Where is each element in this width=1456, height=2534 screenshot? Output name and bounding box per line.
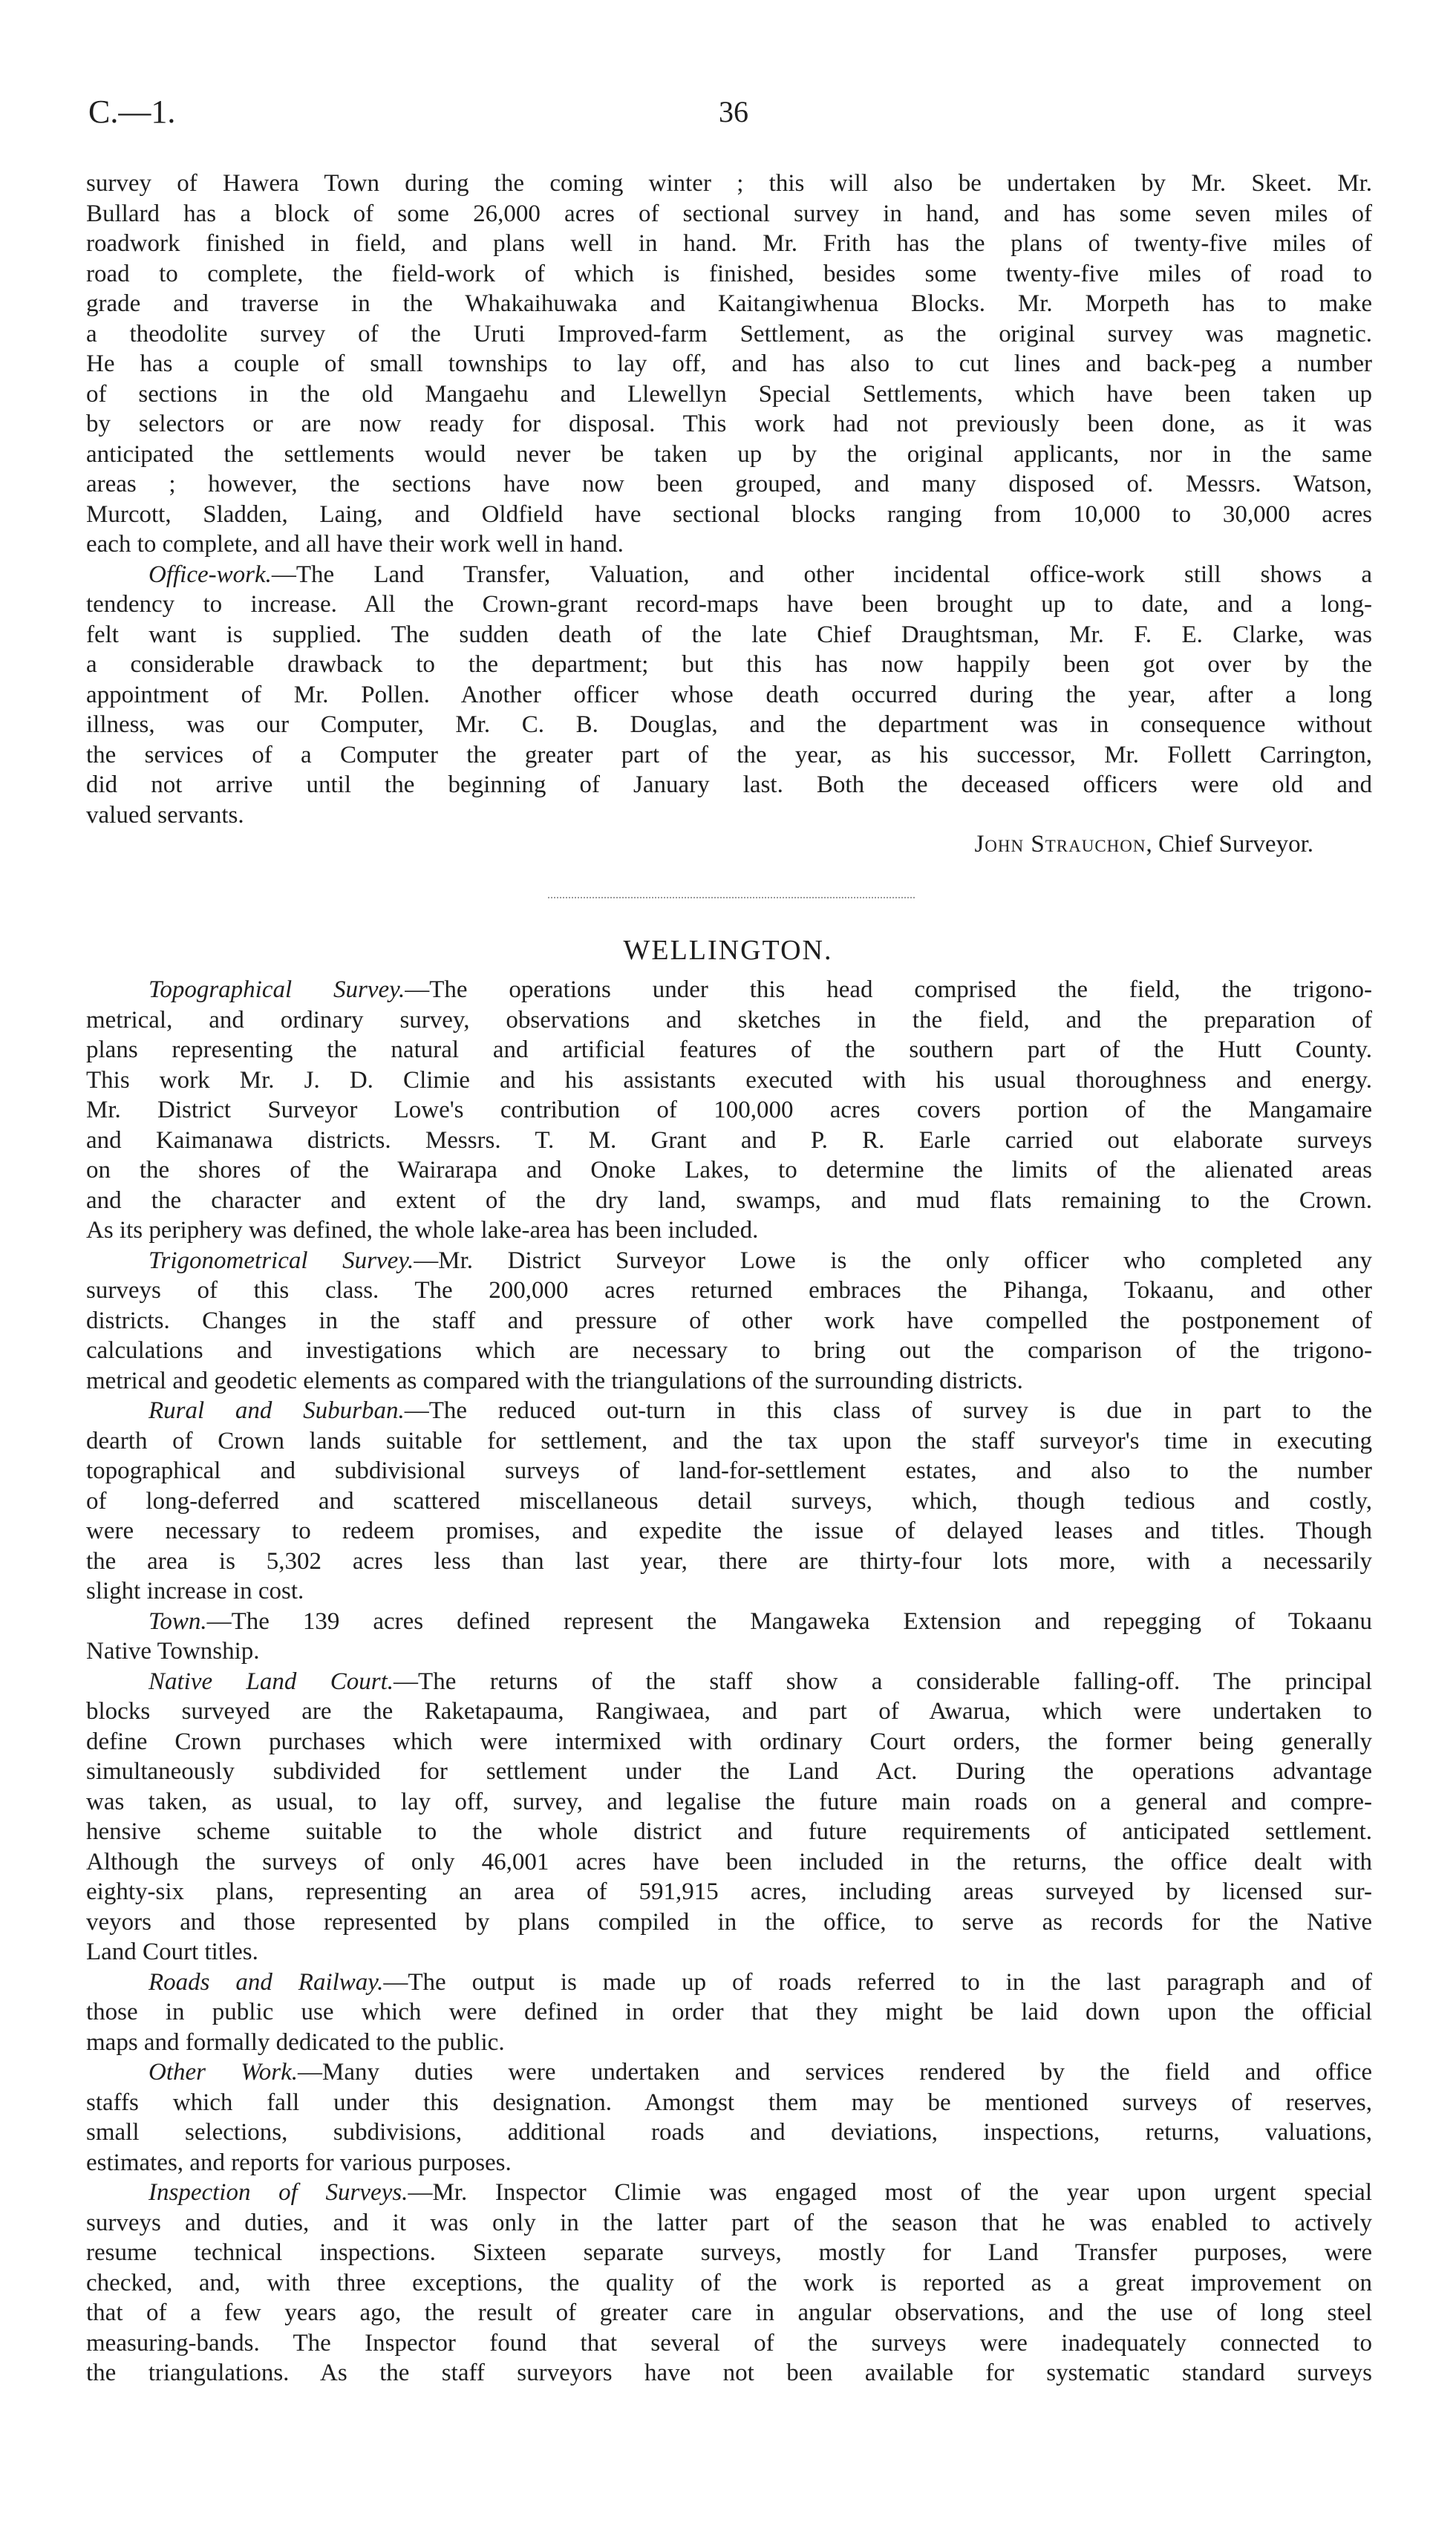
line-text: areas ; however, the sections have now been grouped, and many disposed of. Messrs. Watson, bbox=[86, 471, 1372, 497]
text-line bbox=[86, 1667, 1372, 1697]
line-text: —The returns of the staff show a considerable falling-off. The principal bbox=[394, 1668, 1372, 1695]
line-text: metrical and geodetic elements as compared with the triangulations of the surrounding districts. bbox=[86, 1367, 1023, 1394]
line-text: Mr. District Surveyor Lowe's contribution of 100,000 acres covers portion of the Mangamaire bbox=[86, 1097, 1372, 1123]
paragraph-lead-heading: Trigonometrical Survey. bbox=[148, 1247, 414, 1274]
line-text: measuring-bands. The Inspector found that several of the surveys were inadequately connected to bbox=[86, 2329, 1372, 2357]
text-line bbox=[86, 1095, 1372, 1126]
line-text: grade and traverse in the Whakaihuwaka and Kaitangiwhenua Blocks. Mr. Morpeth has to make bbox=[86, 290, 1372, 317]
paragraph-lead-heading: Native Land Court. bbox=[148, 1668, 394, 1695]
line-text: calculations and investigations which are necessary to bring out the comparison of the trigono- bbox=[86, 1337, 1372, 1364]
line-text: Although the surveys of only 46,001 acres have been included in the returns, the office dealt with bbox=[86, 1848, 1372, 1875]
text-line bbox=[86, 1276, 1372, 1306]
line-text: a theodolite survey of the Uruti Improved-farm Settlement, as the original survey was magnetic. bbox=[86, 320, 1372, 347]
line-text: —The Land Transfer, Valuation, and other incidental office-work still shows a bbox=[271, 561, 1372, 588]
text-line bbox=[86, 500, 1372, 530]
text-line bbox=[86, 650, 1372, 680]
line-text: that of a few years ago, the result of greater care in angular observations, and the use of long steel bbox=[86, 2299, 1372, 2326]
text-line bbox=[86, 440, 1372, 470]
text-line bbox=[86, 590, 1372, 620]
line-text: staffs which fall under this designation. Amongst them may be mentioned surveys of reserves, bbox=[86, 2089, 1372, 2116]
line-text: define Crown purchases which were intermixed with ordinary Court orders, the former being generally bbox=[86, 1728, 1372, 1755]
text-line bbox=[86, 1126, 1372, 1156]
paragraph bbox=[86, 169, 1372, 560]
paragraph bbox=[86, 1396, 1372, 1607]
text-line bbox=[86, 1607, 1372, 1637]
line-text: surveys and duties, and it was only in the latter part of the season that he was enabled to actively bbox=[86, 2209, 1372, 2236]
text-line bbox=[86, 1847, 1372, 1878]
text-line bbox=[86, 469, 1372, 500]
line-text: of long-deferred and scattered miscellaneous detail surveys, which, though tedious and costly, bbox=[86, 1487, 1372, 1515]
line-text: the services of a Computer the greater part of the year, as his successor, Mr. Follett Carrington, bbox=[86, 741, 1372, 768]
text-line bbox=[86, 1486, 1372, 1517]
paragraph bbox=[86, 1667, 1372, 1968]
text-line bbox=[86, 529, 1372, 560]
text-line bbox=[86, 1997, 1372, 2028]
section-divider bbox=[548, 897, 915, 898]
line-text: estimates, and reports for various purposes. bbox=[86, 2149, 512, 2176]
line-text: survey of Hawera Town during the coming winter ; this will also be undertaken by Mr. Skeet. Mr. bbox=[86, 170, 1372, 197]
text-line bbox=[86, 1757, 1372, 1787]
text-line bbox=[86, 2208, 1372, 2239]
line-text: by selectors or are now ready for disposal. This work had not previously been done, as it was bbox=[86, 411, 1372, 437]
line-text: roadwork finished in field, and plans well in hand. Mr. Frith has the plans of twenty-five miles of bbox=[86, 230, 1372, 257]
text-line bbox=[86, 2358, 1372, 2388]
line-text: was taken, as usual, to lay off, survey, and legalise the future main roads on a general and compre- bbox=[86, 1788, 1372, 1815]
line-text: Bullard has a block of some 26,000 acres of sectional survey in hand, and has some seven miles of bbox=[86, 200, 1372, 227]
text-line bbox=[86, 2117, 1372, 2148]
text-line bbox=[86, 1246, 1372, 1276]
text-line bbox=[86, 2328, 1372, 2359]
line-text: those in public use which were defined in order that they might be laid down upon the official bbox=[86, 1999, 1372, 2025]
text-line bbox=[86, 1366, 1372, 1397]
line-text: appointment of Mr. Pollen. Another officer whose death occurred during the year, after a long bbox=[86, 681, 1372, 708]
line-text: road to complete, the field-work of which is finished, besides some twenty-five miles of road to bbox=[86, 260, 1372, 287]
line-text: and Kaimanawa districts. Messrs. T. M. Grant and P. R. Earle carried out elaborate surveys bbox=[86, 1126, 1372, 1154]
line-text: —Mr. Inspector Climie was engaged most of the year upon urgent special bbox=[408, 2179, 1372, 2206]
text-line bbox=[86, 1516, 1372, 1547]
text-line bbox=[86, 2238, 1372, 2268]
paragraph-lead-heading: Office-work. bbox=[148, 561, 272, 588]
text-line bbox=[86, 1065, 1372, 1096]
line-text: veyors and those represented by plans compiled in the office, to serve as records for the Native bbox=[86, 1908, 1372, 1936]
text-line bbox=[86, 199, 1372, 229]
text-line bbox=[86, 1306, 1372, 1336]
line-text: slight increase in cost. bbox=[86, 1578, 304, 1604]
paragraph bbox=[86, 1607, 1372, 1667]
text-line bbox=[86, 1877, 1372, 1907]
text-line bbox=[86, 2148, 1372, 2178]
line-text: Native Township. bbox=[86, 1638, 260, 1665]
text-line bbox=[86, 710, 1372, 740]
document-code: C.—1. bbox=[88, 94, 176, 130]
paragraph-lead-heading: Rural and Suburban. bbox=[148, 1397, 405, 1424]
wellington-section-body bbox=[86, 975, 1372, 2388]
line-text: —Mr. District Surveyor Lowe is the only officer who completed any bbox=[414, 1247, 1372, 1274]
text-line bbox=[86, 169, 1372, 199]
line-text: tendency to increase. All the Crown-grant record-maps have been brought up to date, and a long- bbox=[86, 591, 1372, 618]
line-text: —Many duties were undertaken and services rendered by the field and office bbox=[298, 2059, 1372, 2086]
text-line bbox=[86, 2028, 1372, 2058]
line-text: valued servants. bbox=[86, 801, 244, 829]
line-text: the triangulations. As the staff surveyors have not been available for systematic standard surveys bbox=[86, 2360, 1372, 2386]
text-line bbox=[86, 1636, 1372, 1667]
text-line bbox=[86, 289, 1372, 319]
line-text: He has a couple of small townships to lay off, and has also to cut lines and back-peg a number bbox=[86, 350, 1372, 377]
text-line bbox=[86, 1697, 1372, 1727]
text-line bbox=[86, 379, 1372, 410]
line-text: on the shores of the Wairarapa and Onoke Lakes, to determine the limits of the alienated areas bbox=[86, 1157, 1372, 1183]
line-text: dearth of Crown lands suitable for settlement, and the tax upon the staff surveyor's time in executing bbox=[86, 1427, 1372, 1454]
line-text: did not arrive until the beginning of January last. Both the deceased officers were old and bbox=[86, 771, 1372, 798]
line-text: each to complete, and all have their work well in hand. bbox=[86, 531, 624, 558]
paragraph bbox=[86, 560, 1372, 831]
paragraph-lead-heading: Roads and Railway. bbox=[148, 1968, 384, 1996]
text-line bbox=[86, 1426, 1372, 1457]
text-line bbox=[86, 740, 1372, 771]
text-line bbox=[86, 1336, 1372, 1366]
line-text: maps and formally dedicated to the public. bbox=[86, 2028, 505, 2056]
line-text: simultaneously subdivided for settlement under the Land Act. During the operations advantage bbox=[86, 1758, 1372, 1785]
line-text: and the character and extent of the dry land, swamps, and mud flats remaining to the Crown. bbox=[86, 1186, 1372, 1214]
text-line bbox=[86, 1155, 1372, 1186]
paragraph bbox=[86, 2178, 1372, 2388]
line-text: —The output is made up of roads referred to in the last paragraph and of bbox=[383, 1968, 1372, 1996]
line-text: metrical, and ordinary survey, observations and sketches in the field, and the preparation of bbox=[86, 1006, 1372, 1033]
line-text: This work Mr. J. D. Climie and his assistants executed with his usual thoroughness and energy. bbox=[86, 1066, 1372, 1094]
line-text: plans representing the natural and artificial features of the southern part of the Hutt County. bbox=[86, 1036, 1372, 1063]
text-line bbox=[86, 2178, 1372, 2208]
text-line bbox=[86, 1215, 1372, 1246]
text-line bbox=[86, 1186, 1372, 1216]
line-text: blocks surveyed are the Raketapauma, Rangiwaea, and part of Awarua, which were undertaken to bbox=[86, 1698, 1372, 1725]
paragraph bbox=[86, 2057, 1372, 2178]
line-text: small selections, subdivisions, additional roads and deviations, inspections, returns, valuations, bbox=[86, 2119, 1372, 2146]
signatory-name: John Strauchon bbox=[974, 831, 1146, 858]
text-line bbox=[86, 2268, 1372, 2299]
line-text: checked, and, with three exceptions, the quality of the work is reported as a great improvement on bbox=[86, 2269, 1372, 2296]
text-line bbox=[86, 1727, 1372, 1757]
text-line bbox=[86, 1547, 1372, 1577]
text-line bbox=[86, 1005, 1372, 1036]
line-text: —The 139 acres defined represent the Mangaweka Extension and repegging of Tokaanu bbox=[206, 1607, 1372, 1635]
text-line bbox=[86, 2057, 1372, 2088]
paragraph bbox=[86, 1968, 1372, 2058]
page-number: 36 bbox=[719, 95, 748, 128]
paragraph-lead-heading: Other Work. bbox=[148, 2059, 298, 2086]
text-line bbox=[86, 975, 1372, 1005]
text-line bbox=[86, 259, 1372, 290]
text-line bbox=[86, 1937, 1372, 1968]
text-line bbox=[86, 319, 1372, 350]
text-line bbox=[86, 680, 1372, 711]
line-text: were necessary to redeem promises, and expedite the issue of delayed leases and titles. Though bbox=[86, 1518, 1372, 1544]
text-line bbox=[86, 620, 1372, 650]
signature bbox=[974, 829, 1313, 859]
text-line bbox=[86, 1968, 1372, 1998]
text-line bbox=[86, 229, 1372, 259]
chief-surveyor-report-continuation bbox=[86, 169, 1372, 830]
line-text: illness, was our Computer, Mr. C. B. Douglas, and the department was in consequence without bbox=[86, 711, 1372, 738]
line-text: Land Court titles. bbox=[86, 1939, 258, 1965]
text-line bbox=[86, 409, 1372, 440]
line-text: the area is 5,302 acres less than last year, there are thirty-four lots more, with a necessarily bbox=[86, 1547, 1372, 1575]
line-text: hensive scheme suitable to the whole district and future requirements of anticipated settlement. bbox=[86, 1818, 1372, 1845]
text-line bbox=[86, 2298, 1372, 2328]
text-line bbox=[86, 1817, 1372, 1847]
section-heading: WELLINGTON. bbox=[623, 935, 833, 966]
line-text: resume technical inspections. Sixteen separate surveys, mostly for Land Transfer purposes, were bbox=[86, 2239, 1372, 2266]
text-line bbox=[86, 1907, 1372, 1938]
text-line bbox=[86, 770, 1372, 800]
text-line bbox=[86, 1456, 1372, 1486]
line-text: —The reduced out-turn in this class of survey is due in part to the bbox=[404, 1397, 1372, 1424]
text-line bbox=[86, 800, 1372, 831]
line-text: districts. Changes in the staff and pressure of other work have compelled the postponement of bbox=[86, 1307, 1372, 1334]
text-line bbox=[86, 560, 1372, 590]
text-line bbox=[86, 2088, 1372, 2118]
text-line bbox=[86, 1576, 1372, 1607]
line-text: —The operations under this head comprised the field, the trigono- bbox=[405, 976, 1372, 1003]
signatory-title: , Chief Surveyor. bbox=[1146, 831, 1313, 858]
line-text: Murcott, Sladden, Laing, and Oldfield have sectional blocks ranging from 10,000 to 30,000 acres bbox=[86, 500, 1372, 528]
line-text: eighty-six plans, representing an area of 591,915 acres, including areas surveyed by licensed sur- bbox=[86, 1878, 1372, 1905]
text-line bbox=[86, 1035, 1372, 1065]
paragraph-lead-heading: Inspection of Surveys. bbox=[148, 2179, 408, 2206]
line-text: a considerable drawback to the department; but this has now happily been got over by the bbox=[86, 651, 1372, 678]
paragraph bbox=[86, 975, 1372, 1246]
line-text: anticipated the settlements would never be taken up by the original applicants, nor in the same bbox=[86, 440, 1372, 468]
paragraph-lead-heading: Topographical Survey. bbox=[148, 976, 405, 1003]
paragraph bbox=[86, 1246, 1372, 1397]
text-line bbox=[86, 349, 1372, 379]
line-text: topographical and subdivisional surveys of land-for-settlement estates, and also to the number bbox=[86, 1457, 1372, 1484]
line-text: surveys of this class. The 200,000 acres returned embraces the Pihanga, Tokaanu, and other bbox=[86, 1277, 1372, 1304]
line-text: of sections in the old Mangaehu and Llewellyn Special Settlements, which have been taken up bbox=[86, 380, 1372, 408]
line-text: felt want is supplied. The sudden death of the late Chief Draughtsman, Mr. F. E. Clarke, was bbox=[86, 621, 1372, 648]
text-line bbox=[86, 1396, 1372, 1426]
text-line bbox=[86, 1787, 1372, 1818]
paragraph-lead-heading: Town. bbox=[148, 1607, 207, 1635]
line-text: As its periphery was defined, the whole lake-area has been included. bbox=[86, 1217, 759, 1244]
